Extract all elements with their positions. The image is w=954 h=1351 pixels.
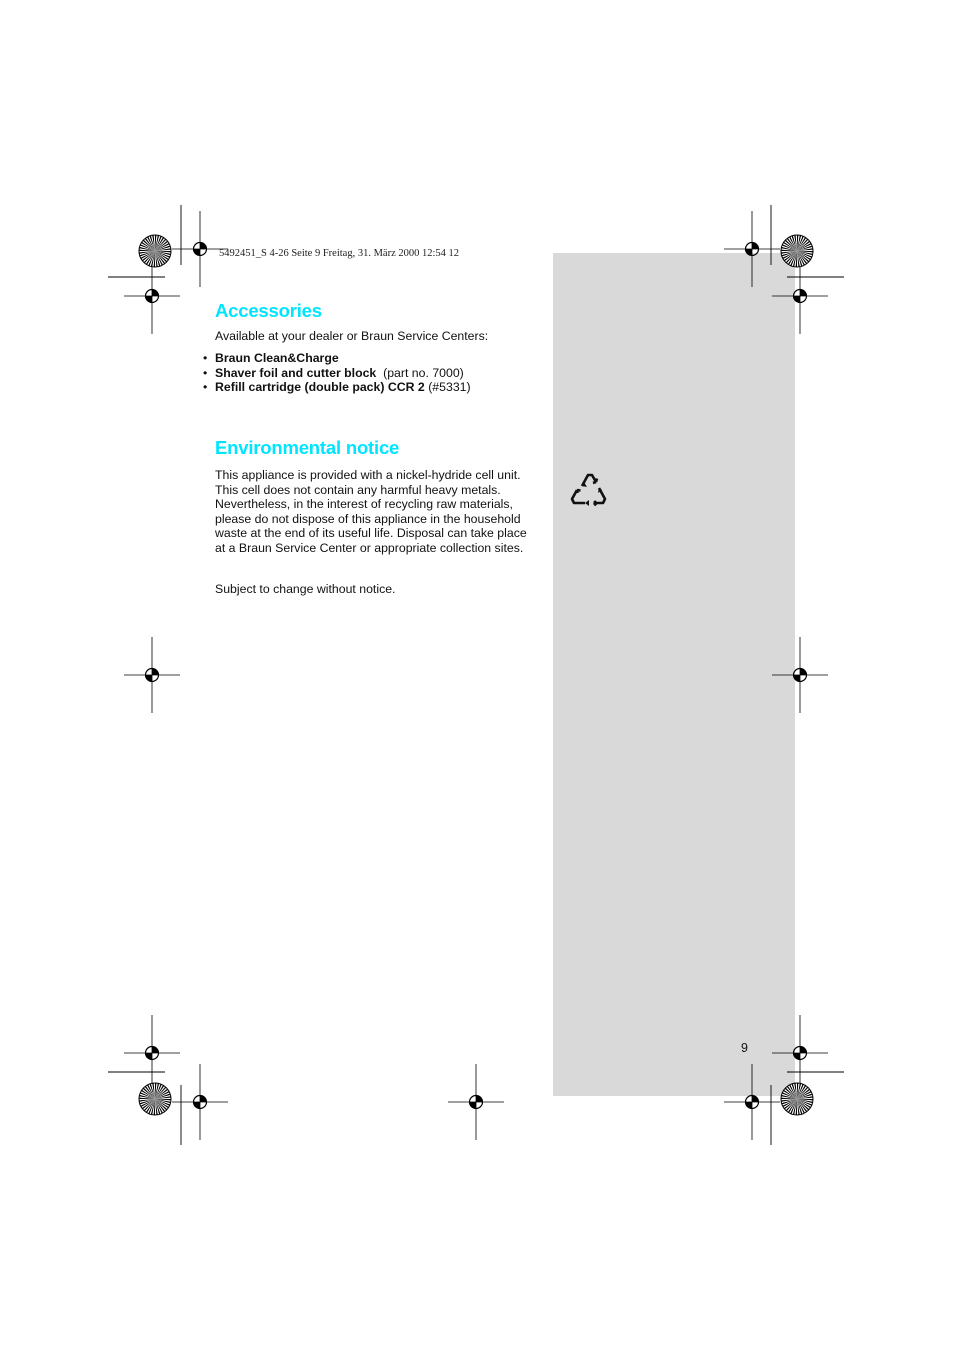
accessories-section [215, 300, 545, 344]
grey-side-panel [553, 253, 795, 1096]
registration-mark-icon [172, 1064, 228, 1140]
item-name: Shaver foil and cutter block [215, 365, 377, 380]
item-name: Braun Clean&Charge [215, 351, 339, 365]
environment-line: please do not dispose of this appliance in the household [215, 511, 521, 526]
environment-section [215, 437, 545, 556]
registration-mark-icon [124, 1015, 180, 1091]
item-name: Refill cartridge (double pack) CCR 2 [215, 380, 425, 395]
starburst-icon [139, 235, 171, 267]
recycle-icon [565, 466, 613, 514]
accessories-intro: Available at your dealer or Braun Service Centers: [215, 329, 489, 343]
disclaimer-text: Subject to change without notice. [215, 582, 396, 596]
environment-line: This cell does not contain any harmful heavy metals. [215, 482, 501, 497]
registration-mark-icon [448, 1064, 504, 1140]
list-item: • Braun Clean&Charge [203, 351, 339, 365]
registration-mark-icon [124, 258, 180, 334]
accessories-heading: Accessories [215, 300, 322, 321]
environment-line: at a Braun Service Center or appropriate collection sites. [215, 540, 524, 555]
list-item: • Refill cartridge (double pack) CCR 2 (#5331) [203, 380, 471, 395]
list-item: • Shaver foil and cutter block (part no. 7000) [203, 365, 464, 380]
environment-heading: Environmental notice [215, 437, 400, 458]
environment-line: Nevertheless, in the interest of recycling raw materials, [215, 497, 513, 512]
print-slug: 5492451_S 4-26 Seite 9 Freitag, 31. März 2000 12:54 12 [219, 248, 460, 259]
starburst-icon [139, 1083, 171, 1115]
environment-text [215, 468, 545, 556]
environment-line: This appliance is provided with a nickel-hydride cell unit. [215, 468, 521, 482]
registration-mark-icon [124, 637, 180, 713]
item-note: (part no. 7000) [383, 365, 464, 380]
page-number: 9 [741, 1041, 748, 1055]
environment-line: waste at the end of its useful life. Disposal can take place [215, 526, 527, 541]
item-note: (#5331) [428, 380, 471, 395]
accessories-list [203, 351, 553, 395]
